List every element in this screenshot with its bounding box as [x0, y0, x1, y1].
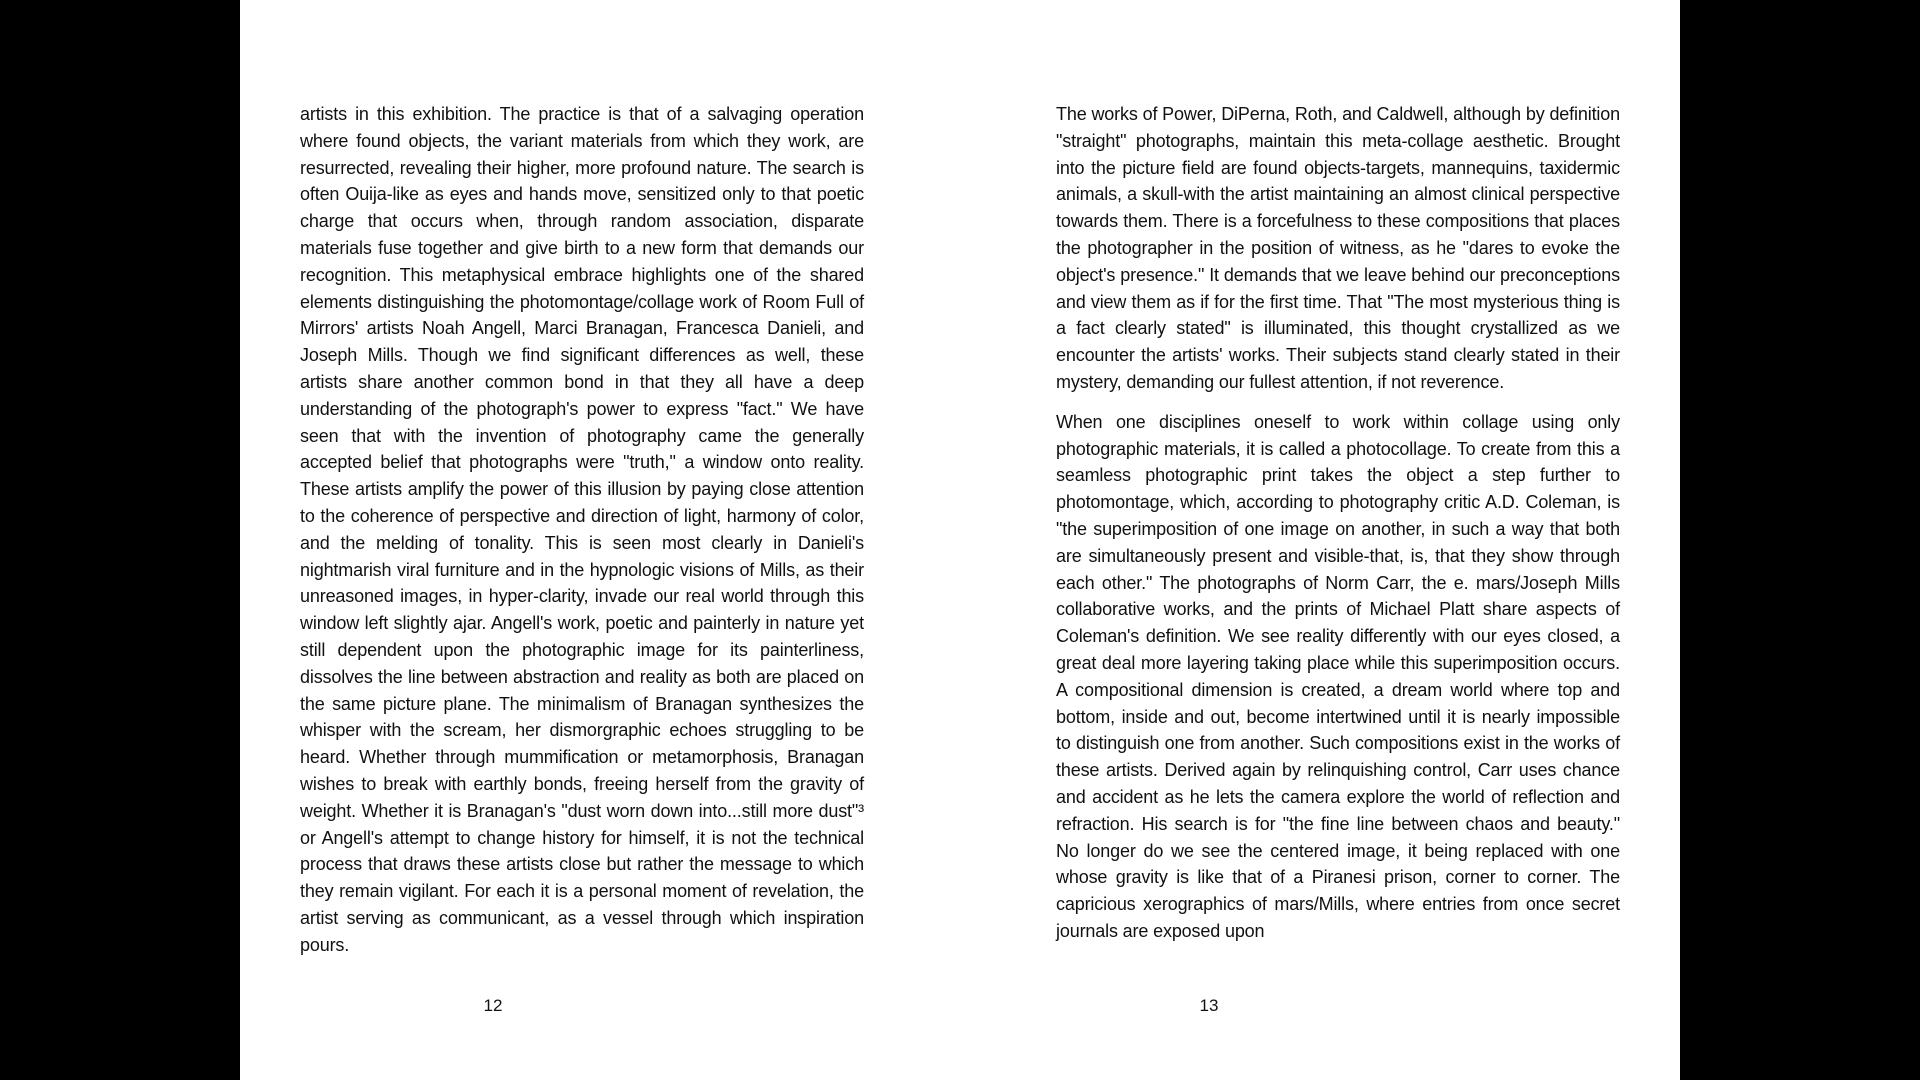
- left-paragraph-1: artists in this exhibition. The practice is that of a salvaging operation where found objects, the variant materials from which they work, are resurrected, revealing their higher, more profound nature. The search is often Ouija-like as eyes and hands move, sensitized only to that poetic charge that occurs when, through random association, disparate materials fuse together and give birth to a new form that demands our recognition. This metaphysical embrace highlights one of the shared elements distinguishing the photomontage/collage work of Room Full of Mirrors' artists Noah Angell, Marci Branagan, Francesca Danieli, and Joseph Mills. Though we find significant differences as well, these artists share another common bond in that they all have a deep understanding of the photograph's power to express "fact." We have seen that with the invention of photography came the generally accepted belief that photographs were "truth," a window onto reality. These artists amplify the power of this illusion by paying close attention to the coherence of perspective and direction of light, harmony of color, and the melding of tonality. This is seen most clearly in Danieli's nightmarish viral furniture and in the hypnologic visions of Mills, as their unreasoned images, in hyper-clarity, invade our real world through this window left slightly ajar. Angell's work, poetic and painterly in nature yet still dependent upon the photographic image for its painterliness, dissolves the line between abstraction and reality as both are placed on the same picture plane. The minimalism of Branagan synthesizes the whisper with the scream, her dismorgraphic echoes struggling to be heard. Whether through mummification or metamorphosis, Branagan wishes to break with earthly bonds, freeing herself from the gravity of weight. Whether it is Branagan's "dust worn down into...still more dust"³ or Angell's attempt to change history for himself, it is not the technical process that draws these artists close but rather the message to which they remain vigilant. For each it is a personal moment of revelation, the artist serving as communicant, as a vessel through which inspiration pours.: [300, 104, 864, 955]
- right-page: [960, 0, 1680, 1080]
- page-spread: [240, 0, 1680, 1080]
- right-paragraph-2: When one disciplines oneself to work within collage using only photographic materials, it is called a photocollage. To create from this a seamless photographic print takes the object a step further to photomontage, which, according to photography critic A.D. Coleman, is "the superimposition of one image on another, in such a way that both are simultaneously present and visible-that, is, that they show through each other." The photographs of Norm Carr, the e. mars/Joseph Mills collaborative works, and the prints of Michael Platt share aspects of Coleman's definition. We see reality differently with our eyes closed, a great deal more layering taking place while this superimposition occurs. A compositional dimension is created, a dream world where top and bottom, inside and out, become intertwined until it is nearly impossible to distinguish one from another. Such compositions exist in the works of these artists. Derived again by relinquishing control, Carr uses chance and accident as he lets the camera explore the world of reflection and refraction. His search is for "the fine line between chaos and beauty." No longer do we see the centered image, it being replaced with one whose gravity is like that of a Piranesi prison, corner to corner. The capricious xerographics of mars/Mills, where entries from once secret journals are exposed upon: [1056, 411, 1620, 941]
- left-page-body: [300, 101, 864, 972]
- right-paragraph-1: The works of Power, DiPerna, Roth, and Caldwell, although by definition "straight" photographs, maintain this meta-collage aesthetic. Brought into the picture field are found objects-targets, mannequins, taxidermic animals, a skull-with the artist maintaining an almost clinical perspective towards them. There is a forcefulness to these compositions that places the photographer in the position of witness, as he "dares to evoke the object's presence." It demands that we leave behind our preconceptions and view them as if for the first time. That "The most mysterious thing is a fact clearly stated" is illuminated, this thought crystallized as we encounter the artists' works. Their subjects stand clearly stated in their mystery, demanding our fullest attention, if not reverence.: [1056, 104, 1620, 392]
- left-page: [240, 0, 960, 1080]
- left-page-number: 12: [483, 996, 503, 1015]
- right-page-body: [1056, 101, 1620, 958]
- right-page-number: 13: [1199, 996, 1219, 1015]
